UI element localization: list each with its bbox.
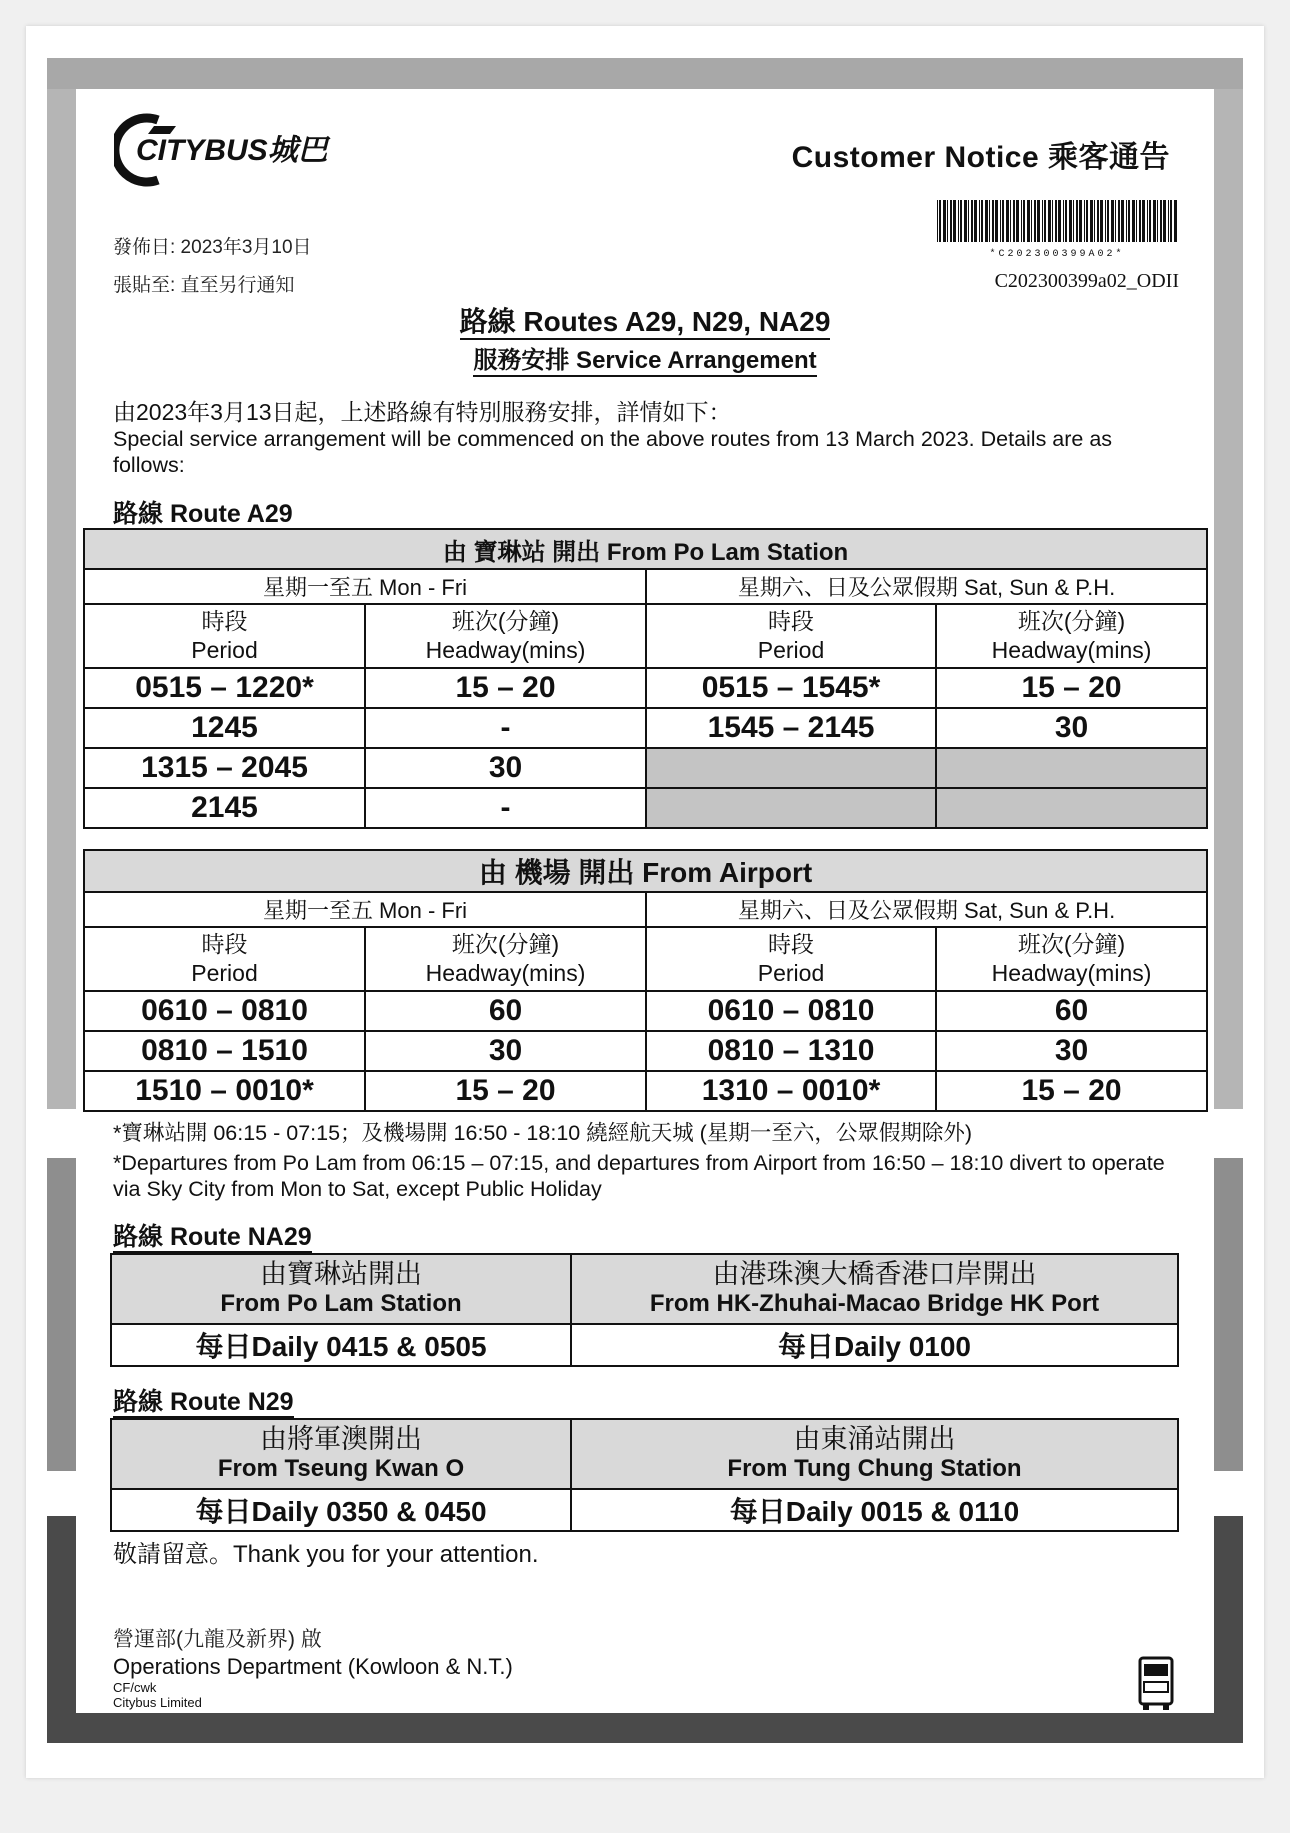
period-header: 時段 Period	[84, 604, 365, 668]
barcode-bar	[1105, 200, 1106, 242]
barcode-bar	[1044, 200, 1046, 242]
barcode-bar	[1037, 200, 1040, 242]
barcode-bar	[1002, 200, 1004, 242]
company-name: Citybus Limited	[113, 1695, 202, 1710]
barcode-bar	[1034, 200, 1036, 242]
frame-bottom	[47, 1713, 1243, 1743]
barcode-bar	[960, 200, 962, 242]
weekday-header: 星期一至五 Mon - Fri	[84, 569, 646, 604]
table-cell: 15 – 20	[365, 668, 646, 708]
table-cell: 30	[365, 748, 646, 788]
table-row	[84, 788, 1207, 828]
table-cell: 15 – 20	[936, 668, 1207, 708]
origin-header: 由寶琳站開出 From Po Lam Station	[111, 1254, 571, 1324]
table-row	[111, 1324, 1178, 1366]
table-cell: 每日Daily 0415 & 0505	[111, 1324, 571, 1366]
barcode-bar	[943, 200, 946, 242]
table-cell: 1315 – 2045	[84, 748, 365, 788]
barcode-bar	[1079, 200, 1082, 242]
table-cell: -	[365, 788, 646, 828]
routes-title: 路線 Routes A29, N29, NA29	[113, 300, 1177, 340]
table-cell: 15 – 20	[365, 1071, 646, 1111]
table-cell: 每日Daily 0015 & 0110	[571, 1489, 1178, 1531]
barcode-bar	[1031, 200, 1032, 242]
table-cell: 1245	[84, 708, 365, 748]
barcode-bar	[1157, 200, 1158, 242]
frame-left	[47, 1516, 76, 1743]
barcode-bar	[1097, 200, 1099, 242]
barcode-bar	[1174, 200, 1177, 242]
frame-top	[47, 58, 1243, 89]
intro-chinese: 由2023年3月13日起，上述路線有特別服務安排，詳情如下：	[113, 399, 732, 425]
section-title-a29: 路線 Route A29	[113, 500, 293, 528]
barcode-bar	[992, 200, 994, 242]
barcode-bar	[1063, 200, 1064, 242]
barcode-bar	[1065, 200, 1067, 242]
table-cell: 30	[365, 1031, 646, 1071]
table-cell: 每日Daily 0100	[571, 1324, 1178, 1366]
thanks-text: 敬請留意。Thank you for your attention.	[113, 1541, 539, 1568]
barcode-bar	[1084, 200, 1085, 242]
barcode-bar	[1006, 200, 1009, 242]
table-row	[111, 1489, 1178, 1531]
barcode-bar	[964, 200, 967, 242]
barcode-bar	[1126, 200, 1127, 242]
department-english: Operations Department (Kowloon & N.T.)	[113, 1654, 513, 1679]
table-cell: 30	[936, 708, 1207, 748]
barcode-bar	[1069, 200, 1072, 242]
weekend-header: 星期六、日及公眾假期 Sat, Sun & P.H.	[646, 569, 1207, 604]
document-code: C202300399a02_ODII	[994, 270, 1179, 292]
table-cell: 0515 – 1220*	[84, 668, 365, 708]
table-row	[84, 708, 1207, 748]
barcode-bar	[939, 200, 941, 242]
section-title-na29: 路線 Route NA29	[113, 1223, 312, 1251]
intro-english: Special service arrangement will be commenced on the above routes from 13 March 2023. Details are as follows:	[113, 427, 1113, 477]
department-chinese: 營運部(九龍及新界) 啟	[113, 1628, 322, 1651]
barcode-bar	[1048, 200, 1051, 242]
barcode-bar	[1058, 200, 1061, 242]
period-header: 時段 Period	[646, 604, 936, 668]
n29-table	[110, 1418, 1179, 1532]
frame-right	[1214, 89, 1243, 1109]
table-cell: 0610 – 0810	[84, 991, 365, 1031]
notice-title: Customer Notice 乘客通告	[791, 141, 1170, 174]
headway-header: 班次(分鐘) Headway(mins)	[365, 604, 646, 668]
table-cell: 1545 – 2145	[646, 708, 936, 748]
barcode-bar	[1128, 200, 1130, 242]
table-cell: 30	[936, 1031, 1207, 1071]
table-cell: 60	[936, 991, 1207, 1031]
barcode-bar	[958, 200, 959, 242]
frame-left	[47, 89, 76, 1109]
headway-header: 班次(分鐘) Headway(mins)	[936, 927, 1207, 991]
barcode-bar	[1163, 200, 1166, 242]
signature-ref	[113, 1680, 202, 1710]
barcode-bar	[981, 200, 983, 242]
table-cell: 1310 – 0010*	[646, 1071, 936, 1111]
barcode-bar	[995, 200, 998, 242]
barcode-bar	[1121, 200, 1124, 242]
post-until: 張貼至: 直至另行通知	[113, 275, 295, 296]
table-cell: 60	[365, 991, 646, 1031]
blank-cell	[646, 748, 936, 788]
barcode-bar	[1139, 200, 1141, 242]
table-cell: 0515 – 1545*	[646, 668, 936, 708]
table-cell: 15 – 20	[936, 1071, 1207, 1111]
headway-header: 班次(分鐘) Headway(mins)	[365, 927, 646, 991]
table-row	[84, 1031, 1207, 1071]
barcode-bar	[1016, 200, 1019, 242]
a29-airport-table	[83, 849, 1208, 1112]
barcode-bar	[1000, 200, 1001, 242]
barcode-bar	[947, 200, 948, 242]
barcode-text: *C202300399A02*	[989, 249, 1125, 258]
barcode-bar	[1149, 200, 1151, 242]
barcode-bar	[953, 200, 956, 242]
reference-code: CF/cwk	[113, 1680, 157, 1695]
barcode-bar	[1027, 200, 1030, 242]
barcode-bar	[989, 200, 990, 242]
barcode-bar	[985, 200, 988, 242]
barcode-bar	[1153, 200, 1156, 242]
barcode-bar	[1094, 200, 1095, 242]
table-row	[84, 748, 1207, 788]
footnote-chinese: *寶琳站開 06:15 - 07:15；及機場開 16:50 - 18:10 繞經航天城 (星期一至六，公眾假期除外)	[113, 1121, 973, 1145]
barcode-bar	[1042, 200, 1043, 242]
issue-date: 發佈日: 2023年3月10日	[113, 237, 312, 258]
citybus-logo	[114, 112, 364, 188]
barcode-bar	[937, 200, 938, 242]
barcode-bar	[1055, 200, 1057, 242]
origin-header: 由將軍澳開出 From Tseung Kwan O	[111, 1419, 571, 1489]
barcode-bar	[1142, 200, 1145, 242]
barcode-bar	[1013, 200, 1015, 242]
table-row	[84, 1071, 1207, 1111]
barcode-bar	[1086, 200, 1088, 242]
service-title: 服務安排 Service Arrangement	[113, 340, 1177, 375]
blank-cell	[936, 788, 1207, 828]
table-cell: 1510 – 0010*	[84, 1071, 365, 1111]
barcode-bar	[1010, 200, 1011, 242]
barcode-bar	[1118, 200, 1120, 242]
frame-right	[1214, 1158, 1243, 1471]
table-cell: 0810 – 1310	[646, 1031, 936, 1071]
frame-right	[1214, 1516, 1243, 1743]
frame-left	[47, 1158, 76, 1471]
weekday-header: 星期一至五 Mon - Fri	[84, 892, 646, 927]
origin-header: 由港珠澳大橋香港口岸開出 From HK-Zhuhai-Macao Bridge HK Port	[571, 1254, 1178, 1324]
barcode-bar	[1076, 200, 1078, 242]
barcode-bar	[1147, 200, 1148, 242]
barcode-bar	[1170, 200, 1172, 242]
section-title-n29: 路線 Route N29	[113, 1388, 294, 1416]
headway-header: 班次(分鐘) Headway(mins)	[936, 604, 1207, 668]
period-header: 時段 Period	[84, 927, 365, 991]
table-cell: 0610 – 0810	[646, 991, 936, 1031]
barcode-bar	[968, 200, 969, 242]
period-header: 時段 Period	[646, 927, 936, 991]
barcode-bar	[1021, 200, 1022, 242]
table-cell: 2145	[84, 788, 365, 828]
barcode-bar	[1168, 200, 1169, 242]
barcode-bar	[1100, 200, 1103, 242]
barcode-bar	[1160, 200, 1162, 242]
table-cell: 每日Daily 0350 & 0450	[111, 1489, 571, 1531]
origin-header: 由東涌站開出 From Tung Chung Station	[571, 1419, 1178, 1489]
table-row	[84, 668, 1207, 708]
barcode-bar	[1132, 200, 1135, 242]
barcode-bar	[974, 200, 977, 242]
table-row	[84, 991, 1207, 1031]
na29-table	[110, 1253, 1179, 1367]
table-cell: 0810 – 1510	[84, 1031, 365, 1071]
barcode-bar	[1073, 200, 1074, 242]
logo-text: CITYBUS城巴	[136, 134, 328, 167]
barcode-bar	[1052, 200, 1053, 242]
table-header: 由 寶琳站 開出 From Po Lam Station	[84, 529, 1207, 569]
footnote-english: *Departures from Po Lam from 06:15 – 07:15, and departures from Airport from 16:50 – 18:10 divert to operate via Sky City from Mon to Sat, except Public Holiday	[113, 1151, 1165, 1201]
table-cell: -	[365, 708, 646, 748]
blank-cell	[936, 748, 1207, 788]
barcode-bar	[971, 200, 973, 242]
barcode-bar	[1115, 200, 1116, 242]
barcode-bar	[1107, 200, 1109, 242]
blank-cell	[646, 788, 936, 828]
bus-icon	[1136, 1656, 1176, 1712]
barcode-bar	[1023, 200, 1025, 242]
a29-po-lam-table	[83, 528, 1208, 829]
barcode-bar	[979, 200, 980, 242]
barcode-bar	[950, 200, 952, 242]
barcode-bar	[1136, 200, 1137, 242]
barcode-bar	[1111, 200, 1114, 242]
table-header: 由 機場 開出 From Airport	[84, 850, 1207, 892]
weekend-header: 星期六、日及公眾假期 Sat, Sun & P.H.	[646, 892, 1207, 927]
barcode	[935, 198, 1180, 258]
barcode-bar	[1090, 200, 1093, 242]
